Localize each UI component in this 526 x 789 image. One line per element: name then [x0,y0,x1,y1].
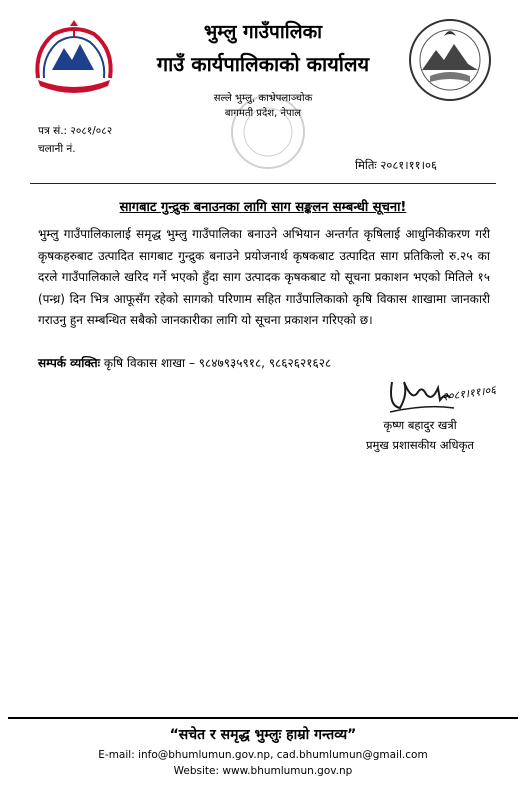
footer-website: Website: www.bhumlumun.gov.np [173,765,353,777]
dispatch-number: चलानी नं. [38,143,76,155]
address-line-1: सल्ले भुम्लु, काभ्रेपलाञ्चोक [213,93,313,104]
signature [386,372,516,418]
header-divider [30,183,496,184]
footer-motto: “सचेत र समृद्ध भुम्लुः हाम्रो गन्तव्य” [169,727,357,743]
contact-person [38,354,331,371]
notice-subject: सागबाट गुन्द्रुक बनाउनका लागि साग सङ्कलन सम्बन्धी सूचना! [119,200,407,215]
letter-number: पत्र सं.: २०८१/०८२ [38,125,113,137]
signature-date: २०८१।११।०६ [441,383,497,404]
address-line-2: बागमती प्रदेश, नेपाल [224,108,302,119]
municipality-name: भुम्लु गाउँपालिका [203,21,323,43]
contact-value: कृषि विकास शाखा – ९८४७९३५९१८, ९८६२६२१६२८ [103,356,332,370]
office-name: गाउँ कार्यपालिकाको कार्यालय [156,52,370,76]
contact-label: सम्पर्क व्यक्तिः [38,356,101,370]
issue-date: मितिः २०८१।११।०६ [355,158,437,172]
footer-divider [8,717,518,719]
office-stamp [228,92,308,172]
notice-body: भुम्लु गाउँपालिकालाई समृद्ध भुम्लु गाउँपालिका बनाउने अभियान अन्तर्गत कृषिलाई आधुनिकीकरण गरी कृषकहरुबाट उत्पादित सागबाट गुन्द्रुक बनाउने प्रयोजनार्थ कृषकबाट उत्पादित साग प्रतिकिलो रु.२५ का दरले गाउँपालिकाले खरिद गर्ने भएको हुँदा साग उत्पादक कृषकबाट यो सूचना प्रकाशन भएको मितिले १५ (पन्ध्र) दिन भित्र आफूसँग रहेको सागको परिणाम सहित गाउँपालिकाको कृषि विकास शाखामा जानकारी गराउनु हुन सम्बन्धित सबैको जानकारीका लागि यो सूचना प्रकाशन गरिएको छ। [38,227,490,328]
footer-email: E-mail: info@bhumlumun.gov.np, cad.bhumlumun@gmail.com [98,749,428,761]
signer-title: प्रमुख प्रशासकीय अधिकृत [366,438,474,452]
signer-name: कृष्ण बहादुर खत्री [383,418,457,432]
